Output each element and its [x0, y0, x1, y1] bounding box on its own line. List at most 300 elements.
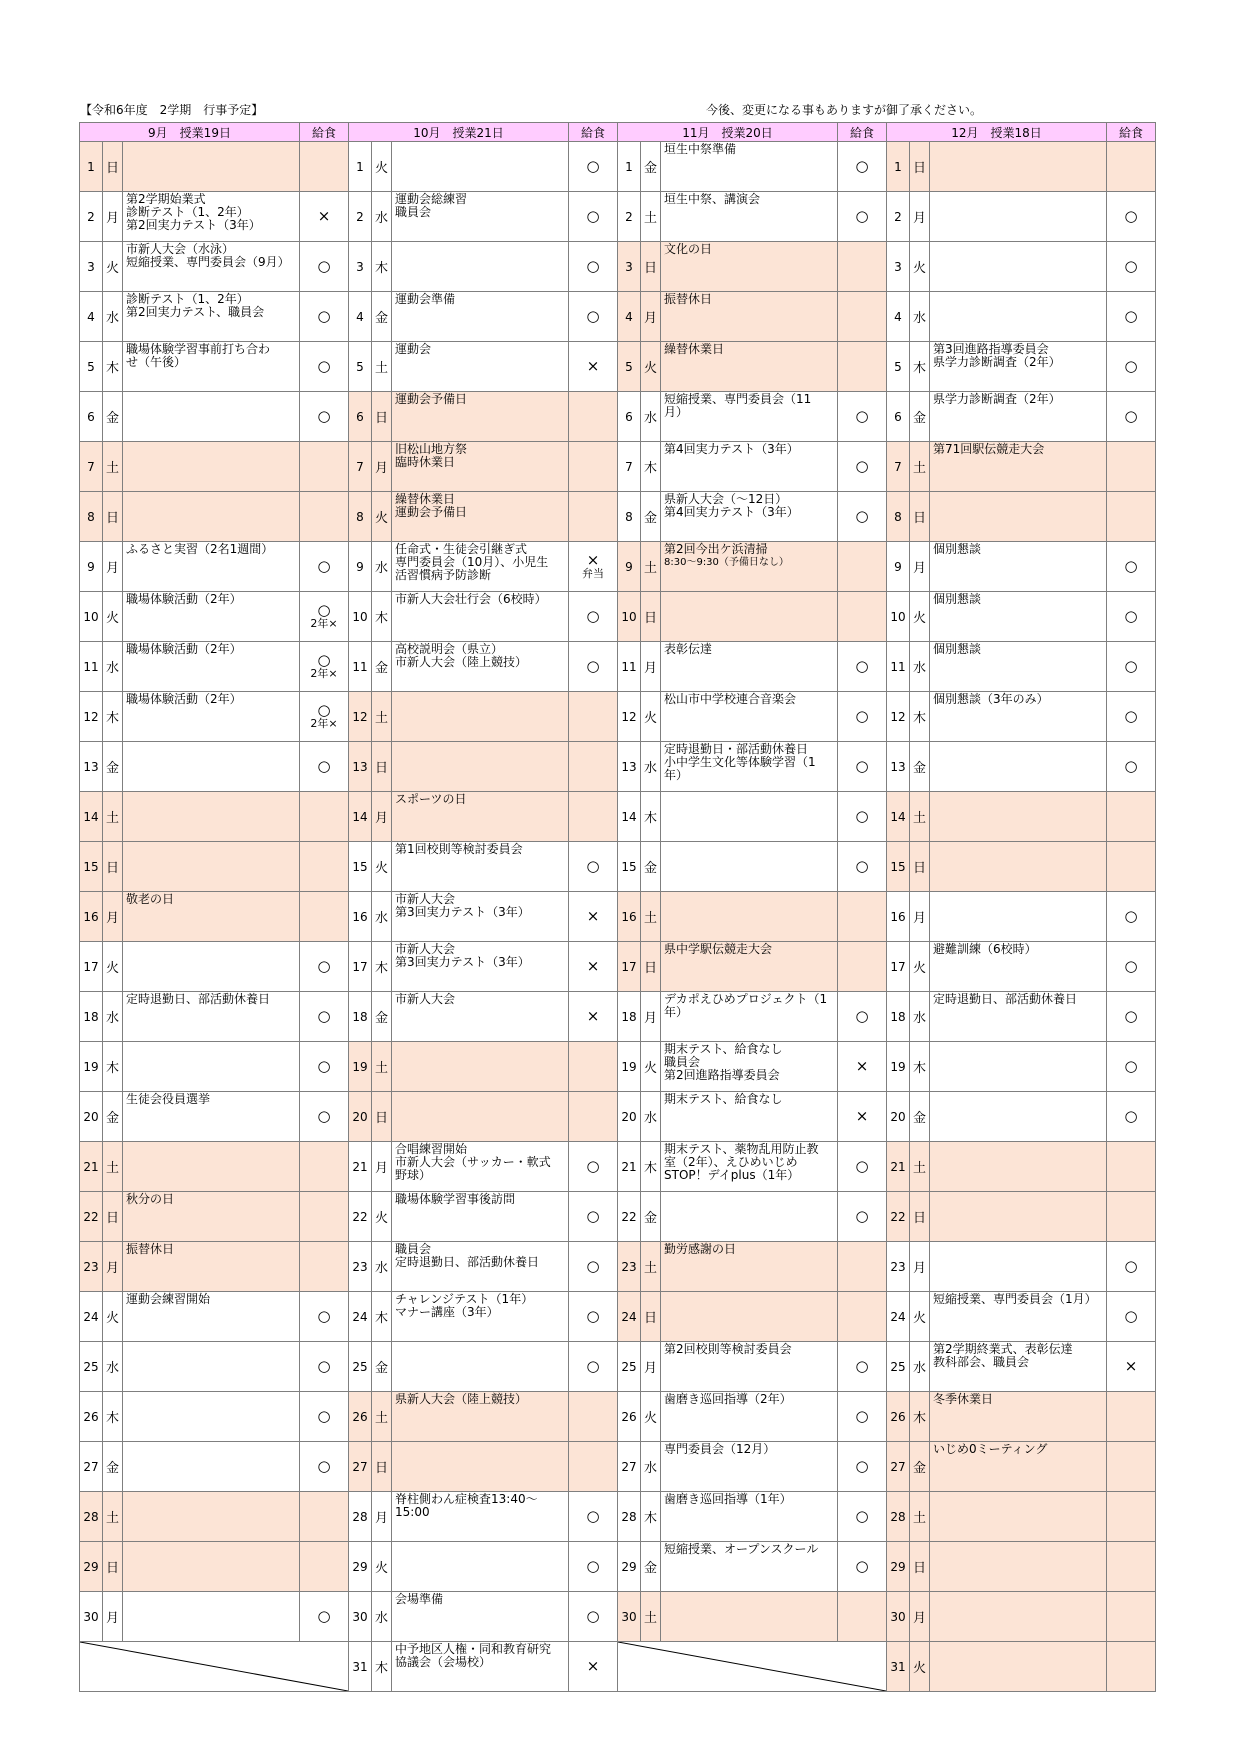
weekday: 火 [372, 1542, 392, 1592]
event-cell [661, 1142, 838, 1192]
event-cell [392, 192, 569, 242]
day-number: 7 [80, 442, 103, 492]
day-number: 11 [349, 642, 372, 692]
day-number: 29 [887, 1542, 910, 1592]
event-cell [930, 1242, 1107, 1292]
event-cell [392, 1442, 569, 1492]
event-line: 市新人大会 [395, 942, 456, 956]
event-cell [930, 592, 1107, 642]
event-cell [123, 1192, 300, 1242]
event-cell [661, 1092, 838, 1142]
event-line: 期末テスト、給食なし [664, 1042, 783, 1056]
event-cell [123, 1292, 300, 1342]
meal-cell [1107, 592, 1156, 642]
meal-cell [569, 1392, 618, 1442]
weekday: 金 [103, 742, 123, 792]
weekday: 日 [103, 142, 123, 192]
weekday: 月 [641, 642, 661, 692]
meal-cell [300, 192, 349, 242]
event-line: 小中学生文化等体験学習（1 [664, 755, 816, 769]
empty-cell [618, 1642, 887, 1692]
day-number: 21 [349, 1142, 372, 1192]
event-line: 職場体験学習事後訪問 [395, 1192, 516, 1206]
event-line: いじめ0ミーティング [933, 1442, 1048, 1456]
meal-header: 給食 [838, 123, 887, 142]
meal-cell [838, 1092, 887, 1142]
day-number: 15 [618, 842, 641, 892]
event-cell [392, 1192, 569, 1242]
day-number: 14 [349, 792, 372, 842]
day-row [80, 1392, 1156, 1442]
day-number: 17 [618, 942, 641, 992]
meal-cell [300, 1342, 349, 1392]
day-number: 24 [618, 1292, 641, 1342]
event-line: 県中学駅伝競走大会 [664, 942, 773, 956]
meal-mark: × [586, 907, 600, 925]
meal-cell [1107, 492, 1156, 542]
event-line: 定時退勤日・部活動休養日 [664, 742, 809, 756]
event-cell [392, 642, 569, 692]
meal-cell [300, 1092, 349, 1142]
day-number: 31 [349, 1642, 372, 1692]
meal-cell [300, 1142, 349, 1192]
event-line: 第2学期終業式、表彰伝達 [933, 1342, 1073, 1356]
weekday: 日 [910, 1542, 930, 1592]
meal-mark: ○ [1124, 607, 1138, 625]
day-number: 13 [887, 742, 910, 792]
meal-mark: ○ [317, 1407, 331, 1425]
day-number: 25 [349, 1342, 372, 1392]
event-cell [661, 242, 838, 292]
meal-mark: ○ [317, 1107, 331, 1125]
meal-mark: ○ [586, 1507, 600, 1525]
day-number: 16 [80, 892, 103, 942]
day-number: 27 [80, 1442, 103, 1492]
event-cell [392, 942, 569, 992]
weekday: 水 [372, 1592, 392, 1642]
event-cell [123, 992, 300, 1042]
event-cell [123, 542, 300, 592]
meal-mark: ○ [1124, 657, 1138, 675]
event-line: デカポえひめプロジェクト（1 [664, 992, 828, 1006]
event-line: 定時退勤日、部活動休養日 [395, 1255, 540, 1269]
meal-cell [569, 1092, 618, 1142]
meal-mark: ○ [855, 857, 869, 875]
meal-mark: ○ [855, 757, 869, 775]
event-line: 任命式・生徒会引継ぎ式 [395, 542, 528, 556]
event-line: 個別懇談 [933, 642, 982, 656]
weekday: 日 [641, 942, 661, 992]
weekday: 月 [372, 1142, 392, 1192]
day-number: 10 [618, 592, 641, 642]
meal-mark: ○ [1124, 207, 1138, 225]
event-line: 文化の日 [664, 242, 713, 256]
day-number: 16 [618, 892, 641, 942]
day-number: 6 [887, 392, 910, 442]
event-cell [123, 292, 300, 342]
meal-cell [838, 142, 887, 192]
meal-header: 給食 [569, 123, 618, 142]
event-line: 表彰伝達 [664, 642, 713, 656]
day-number: 26 [80, 1392, 103, 1442]
meal-cell [569, 592, 618, 642]
event-cell [392, 342, 569, 392]
event-line: 協議会（会場校） [395, 1655, 492, 1669]
day-number: 20 [80, 1092, 103, 1142]
meal-cell [569, 292, 618, 342]
event-line: STOP！デイplus（1年） [664, 1168, 800, 1182]
meal-cell [569, 392, 618, 442]
day-number: 29 [618, 1542, 641, 1592]
day-number: 10 [349, 592, 372, 642]
meal-cell [838, 492, 887, 542]
event-line: 第2回進路指導委員会 [664, 1068, 780, 1082]
day-number: 1 [80, 142, 103, 192]
meal-cell [1107, 392, 1156, 442]
day-number: 27 [618, 1442, 641, 1492]
weekday: 火 [910, 242, 930, 292]
meal-mark: ○ [1124, 1307, 1138, 1325]
weekday: 月 [103, 1242, 123, 1292]
weekday: 火 [910, 942, 930, 992]
day-number: 23 [349, 1242, 372, 1292]
day-number: 14 [618, 792, 641, 842]
event-cell [930, 992, 1107, 1042]
weekday: 木 [372, 592, 392, 642]
meal-note: 2年× [310, 616, 338, 630]
day-number: 13 [618, 742, 641, 792]
weekday: 金 [910, 1442, 930, 1492]
weekday: 土 [103, 1142, 123, 1192]
event-line: 短縮授業、オープンスクール [664, 1542, 819, 1556]
meal-cell [569, 492, 618, 542]
event-cell [661, 1042, 838, 1092]
weekday: 土 [103, 442, 123, 492]
day-number: 18 [618, 992, 641, 1042]
day-row [80, 1242, 1156, 1292]
event-cell [392, 542, 569, 592]
event-line: 振替休日 [664, 292, 713, 306]
event-line: 運動会準備 [395, 292, 456, 306]
meal-mark: ○ [317, 1357, 331, 1375]
event-line: 市新人大会壮行会（6校時） [395, 592, 547, 606]
day-number: 17 [80, 942, 103, 992]
event-line: 個別懇談（3年のみ） [933, 692, 1049, 706]
meal-cell [1107, 1642, 1156, 1692]
event-cell [930, 842, 1107, 892]
meal-cell [1107, 192, 1156, 242]
event-cell [661, 1242, 838, 1292]
weekday: 木 [372, 1292, 392, 1342]
meal-cell [1107, 542, 1156, 592]
event-line: 市新人大会（サッカー・軟式 [395, 1155, 551, 1169]
event-line: 市新人大会（水泳） [126, 242, 235, 256]
day-row [80, 342, 1156, 392]
event-cell [123, 1392, 300, 1442]
meal-cell [569, 1242, 618, 1292]
event-line: 第3回実力テスト（3年） [395, 955, 530, 969]
weekday: 水 [641, 1092, 661, 1142]
month-label: 9月 授業19日 [80, 123, 300, 142]
meal-cell [300, 792, 349, 842]
event-line: 活習慣病予防診断 [395, 568, 492, 582]
weekday: 土 [103, 792, 123, 842]
event-cell [661, 892, 838, 942]
meal-mark: ○ [855, 657, 869, 675]
weekday: 金 [372, 1342, 392, 1392]
weekday: 火 [910, 1292, 930, 1342]
weekday: 木 [372, 942, 392, 992]
event-line: 脊柱側わん症検査13:40～ [395, 1492, 538, 1506]
meal-mark: ○ [855, 157, 869, 175]
meal-cell [1107, 292, 1156, 342]
day-row [80, 642, 1156, 692]
meal-cell [1107, 792, 1156, 842]
day-number: 23 [80, 1242, 103, 1292]
month-label: 12月 授業18日 [887, 123, 1107, 142]
event-line: 定時退勤日、部活動休養日 [933, 992, 1078, 1006]
meal-cell [838, 1192, 887, 1242]
event-line: 生徒会役員選挙 [126, 1092, 211, 1106]
weekday: 木 [641, 792, 661, 842]
day-number: 24 [80, 1292, 103, 1342]
slash-line [80, 1642, 348, 1691]
event-line: 室（2年）、えひめいじめ [664, 1155, 798, 1169]
event-cell [661, 1542, 838, 1592]
meal-cell [1107, 342, 1156, 392]
weekday: 日 [910, 492, 930, 542]
meal-note: 2年× [310, 716, 338, 730]
event-cell [930, 1092, 1107, 1142]
meal-mark: ○ [855, 1457, 869, 1475]
event-cell [930, 442, 1107, 492]
day-row [80, 442, 1156, 492]
event-line: 勤労感謝の日 [664, 1242, 737, 1256]
event-cell [930, 742, 1107, 792]
meal-cell [838, 392, 887, 442]
weekday: 日 [910, 1192, 930, 1242]
meal-mark: × [317, 207, 331, 225]
meal-mark: ○ [1124, 757, 1138, 775]
day-number: 30 [887, 1592, 910, 1642]
weekday: 月 [641, 292, 661, 342]
meal-mark: ○ [586, 1257, 600, 1275]
meal-cell [1107, 1592, 1156, 1642]
event-line: マナー講座（3年） [395, 1305, 499, 1319]
weekday: 月 [103, 1592, 123, 1642]
event-cell [661, 692, 838, 742]
event-line: 秋分の日 [126, 1192, 175, 1206]
event-line: ふるさと実習（2名1週間） [126, 542, 274, 556]
meal-cell [1107, 1242, 1156, 1292]
meal-cell [1107, 692, 1156, 742]
event-line: 15:00 [395, 1505, 430, 1519]
day-number: 22 [618, 1192, 641, 1242]
weekday: 日 [641, 592, 661, 642]
meal-mark: ○ [317, 357, 331, 375]
meal-mark: ○ [317, 407, 331, 425]
day-number: 7 [618, 442, 641, 492]
day-number: 11 [618, 642, 641, 692]
event-cell [392, 792, 569, 842]
weekday: 日 [103, 1192, 123, 1242]
weekday: 日 [910, 142, 930, 192]
day-row [80, 192, 1156, 242]
meal-mark: ○ [317, 957, 331, 975]
weekday: 水 [641, 392, 661, 442]
day-number: 30 [349, 1592, 372, 1642]
weekday: 土 [910, 1492, 930, 1542]
meal-mark: ○ [1124, 1107, 1138, 1125]
meal-cell [838, 1592, 887, 1642]
event-cell [930, 1342, 1107, 1392]
day-number: 24 [887, 1292, 910, 1342]
day-number: 31 [887, 1642, 910, 1692]
meal-cell [838, 1442, 887, 1492]
day-number: 10 [887, 592, 910, 642]
event-line: 職員会 [664, 1055, 701, 1069]
event-cell [392, 1242, 569, 1292]
event-cell [930, 242, 1107, 292]
day-number: 6 [80, 392, 103, 442]
event-cell [123, 242, 300, 292]
event-cell [661, 492, 838, 542]
day-number: 23 [618, 1242, 641, 1292]
event-line: 県学力診断調査（2年） [933, 392, 1061, 406]
meal-cell [300, 1442, 349, 1492]
meal-cell [569, 442, 618, 492]
event-line: チャレンジテスト（1年） [395, 1292, 534, 1306]
meal-cell [300, 842, 349, 892]
event-cell [661, 742, 838, 792]
weekday: 金 [641, 842, 661, 892]
meal-mark: ○ [317, 650, 331, 669]
event-line: 旧松山地方祭 [395, 442, 468, 456]
page-title: 【令和6年度 2学期 行事予定】 [80, 103, 264, 117]
event-line: 第2回校則等検討委員会 [664, 1342, 792, 1356]
weekday: 火 [103, 242, 123, 292]
event-line: 職場体験活動（2年） [126, 642, 242, 656]
meal-cell [838, 542, 887, 592]
weekday: 土 [372, 342, 392, 392]
day-number: 9 [618, 542, 641, 592]
day-row [80, 892, 1156, 942]
weekday: 土 [910, 792, 930, 842]
event-cell [392, 1592, 569, 1642]
event-cell [392, 392, 569, 442]
event-line: 年） [664, 1005, 689, 1019]
meal-mark: × [586, 1007, 600, 1025]
event-line: 短縮授業、専門委員会（1月） [933, 1292, 1097, 1306]
event-cell [930, 1592, 1107, 1642]
weekday: 月 [372, 442, 392, 492]
meal-cell [300, 142, 349, 192]
weekday: 火 [910, 1642, 930, 1692]
meal-cell [569, 1042, 618, 1092]
event-cell [930, 792, 1107, 842]
event-cell [661, 342, 838, 392]
day-number: 12 [349, 692, 372, 742]
event-line: 第71回駅伝競走大会 [933, 442, 1045, 456]
day-number: 18 [349, 992, 372, 1042]
day-number: 8 [80, 492, 103, 542]
meal-mark: ○ [1124, 557, 1138, 575]
event-cell [930, 342, 1107, 392]
event-line: 定時退勤日、部活動休養日 [126, 992, 271, 1006]
weekday: 木 [910, 1392, 930, 1442]
weekday: 水 [641, 1442, 661, 1492]
event-line: 期末テスト、薬物乱用防止教 [664, 1142, 819, 1156]
meal-cell [838, 242, 887, 292]
meal-mark: ○ [1124, 357, 1138, 375]
event-cell [661, 442, 838, 492]
day-number: 25 [618, 1342, 641, 1392]
meal-cell [300, 1042, 349, 1092]
event-line: 振替休日 [126, 1242, 175, 1256]
event-cell [392, 892, 569, 942]
weekday: 水 [103, 1342, 123, 1392]
day-number: 22 [80, 1192, 103, 1242]
meal-cell [569, 242, 618, 292]
meal-cell [300, 1192, 349, 1242]
meal-mark: ○ [855, 1157, 869, 1175]
day-number: 15 [349, 842, 372, 892]
event-line: 中予地区人権・同和教育研究 [395, 1642, 552, 1656]
meal-cell [1107, 1042, 1156, 1092]
event-line: 診断テスト（1、2年） [126, 292, 249, 306]
day-number: 20 [618, 1092, 641, 1142]
day-number: 26 [887, 1392, 910, 1442]
meal-mark: ○ [855, 1207, 869, 1225]
meal-cell [569, 142, 618, 192]
day-number: 20 [887, 1092, 910, 1142]
day-number: 9 [80, 542, 103, 592]
day-row [80, 942, 1156, 992]
event-line: 第1回校則等検討委員会 [395, 842, 523, 856]
meal-mark: ○ [317, 257, 331, 275]
event-cell [392, 1092, 569, 1142]
meal-cell [1107, 892, 1156, 942]
meal-note: 弁当 [582, 566, 604, 580]
meal-cell [838, 692, 887, 742]
event-cell [661, 842, 838, 892]
meal-mark: ○ [855, 707, 869, 725]
meal-mark: ○ [1124, 957, 1138, 975]
meal-cell [569, 642, 618, 692]
meal-mark: ○ [317, 1457, 331, 1475]
day-number: 17 [887, 942, 910, 992]
meal-mark: ○ [1124, 307, 1138, 325]
event-line: 専門委員会（12月） [664, 1442, 776, 1456]
meal-cell [838, 342, 887, 392]
meal-cell [1107, 842, 1156, 892]
day-number: 14 [80, 792, 103, 842]
day-row [80, 792, 1156, 842]
event-cell [930, 542, 1107, 592]
meal-cell [838, 992, 887, 1042]
weekday: 木 [910, 342, 930, 392]
event-cell [930, 1642, 1107, 1692]
day-number: 7 [349, 442, 372, 492]
meal-mark: ○ [1124, 907, 1138, 925]
event-cell [123, 342, 300, 392]
event-cell [661, 542, 838, 592]
day-number: 19 [80, 1042, 103, 1092]
meal-mark: ○ [586, 657, 600, 675]
day-number: 30 [80, 1592, 103, 1642]
meal-mark: ○ [317, 1057, 331, 1075]
meal-mark: ○ [855, 1407, 869, 1425]
